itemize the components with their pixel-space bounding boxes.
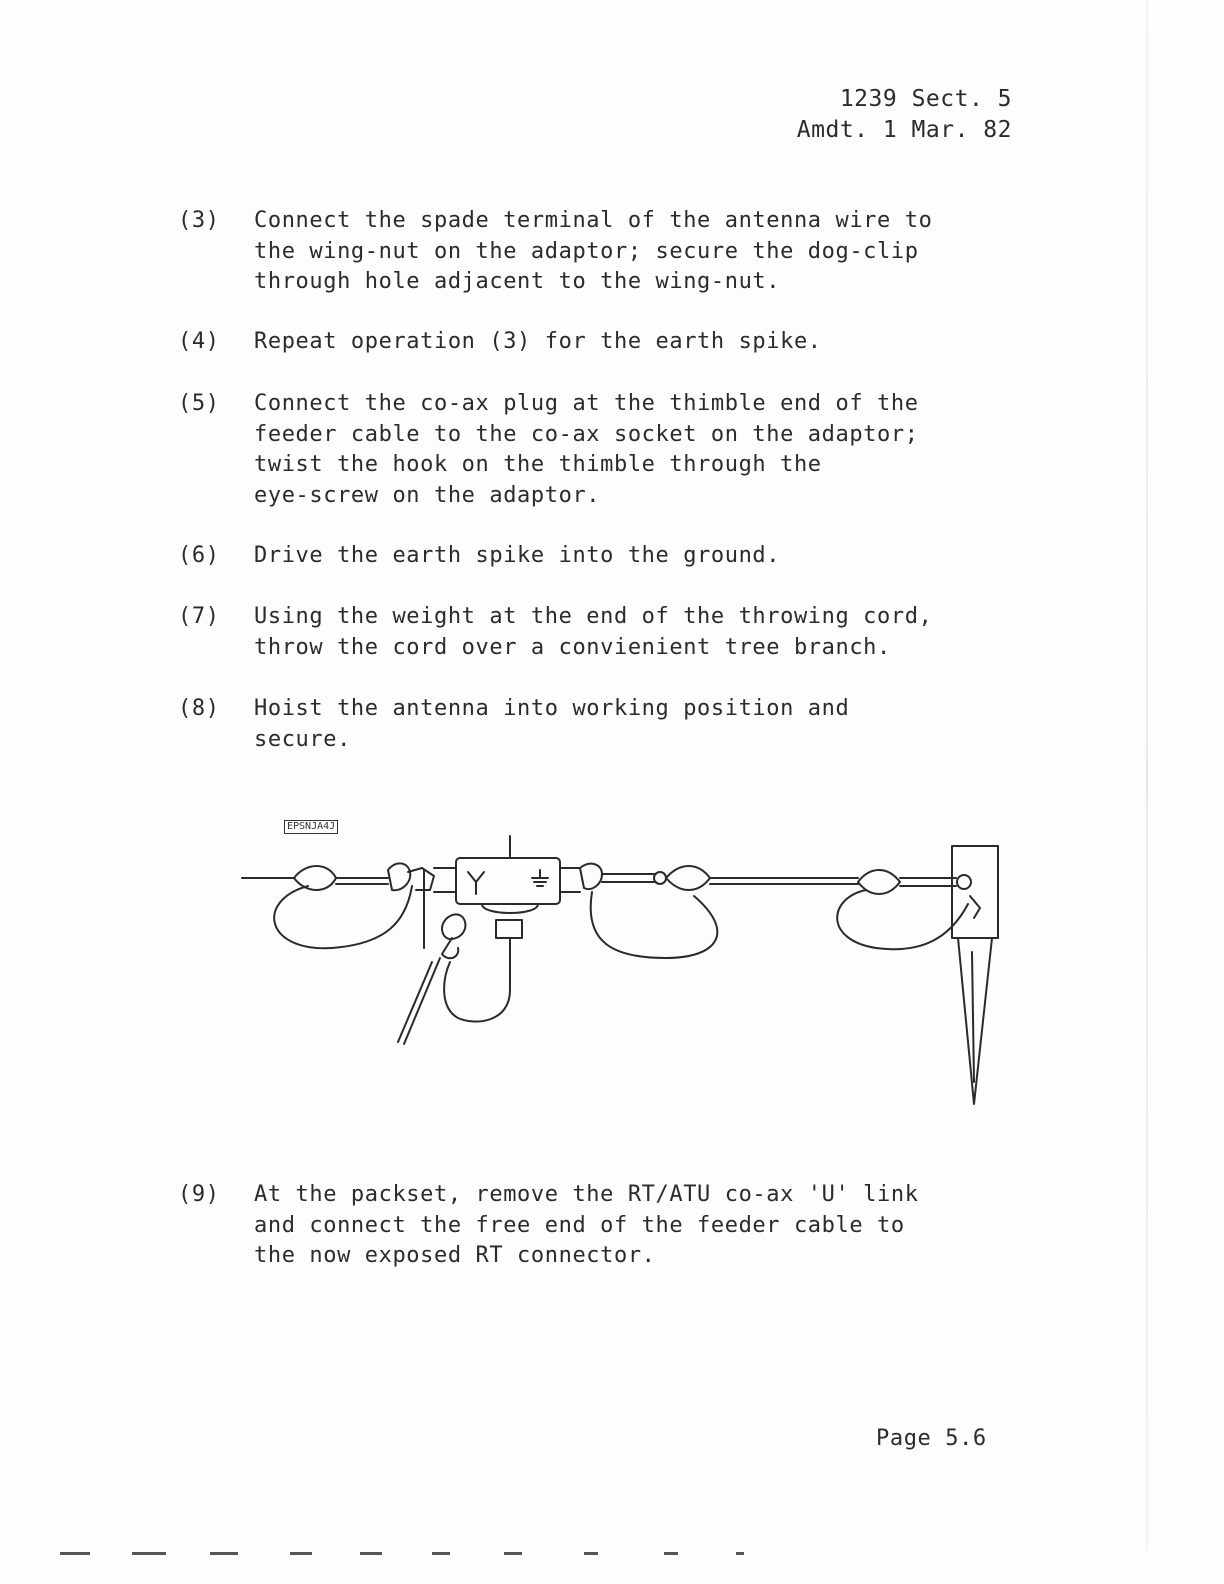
amendment-date: Amdt. 1 Mar. 82 <box>796 117 1012 143</box>
step-text: Connect the spade terminal of the antenna wire to the wing-nut on the adaptor; secure the dog-clip through hole adjacent to the wing-nut. <box>254 208 933 294</box>
antenna-diagram <box>236 812 1016 1112</box>
step-text: Repeat operation (3) for the earth spike. <box>254 329 822 354</box>
figure-tag: EPSNJA4J <box>284 820 338 834</box>
step-6 <box>178 541 1018 572</box>
coax-socket <box>482 904 538 913</box>
step-number: (7) <box>178 604 220 629</box>
step-number: (3) <box>178 208 220 233</box>
step-number: (4) <box>178 329 220 354</box>
right-wing-nut <box>580 864 602 889</box>
dog-clip <box>442 914 465 939</box>
step-8 <box>178 694 1018 755</box>
step-5 <box>178 389 1018 511</box>
step-number: (6) <box>178 543 220 568</box>
section-reference: 1239 Sect. 5 <box>839 86 1012 112</box>
earth-terminal-symbol <box>532 870 548 886</box>
document-header <box>797 84 1012 146</box>
step-4 <box>178 327 1018 358</box>
left-wire-loop <box>274 886 412 948</box>
step-3 <box>178 206 1018 298</box>
page-number: Page 5.6 <box>876 1426 987 1451</box>
step-text: Using the weight at the end of the throwing cord, throw the cord over a convienient tree branch. <box>254 604 933 660</box>
left-wing-nut <box>388 863 410 890</box>
counterpoise-wire <box>710 878 858 884</box>
step-number: (8) <box>178 696 220 721</box>
antenna-rigging-illustration <box>236 812 1016 1112</box>
step-9 <box>178 1180 1018 1272</box>
antenna-terminal-symbol <box>468 872 484 894</box>
step-number: (5) <box>178 391 220 416</box>
left-thimble <box>294 866 336 890</box>
earth-spike-head <box>952 846 998 938</box>
page-edge-shadow <box>1146 0 1148 1550</box>
scan-artifact-dashes <box>60 1552 760 1558</box>
throwing-cord <box>398 958 440 1044</box>
middle-wire-loop <box>591 892 718 958</box>
right-wire-loop <box>837 890 968 949</box>
step-text: Drive the earth spike into the ground. <box>254 543 781 568</box>
step-7 <box>178 602 1018 663</box>
middle-thimble <box>666 866 710 890</box>
step-number: (9) <box>178 1182 220 1207</box>
step-text: Hoist the antenna into working position and secure. <box>254 696 850 752</box>
feeder-cable <box>444 938 510 1022</box>
earth-spike <box>958 938 992 1104</box>
step-text: Connect the co-ax plug at the thimble end of the feeder cable to the co-ax socket on the adaptor; twist the hook on the thimble through the eye-screw on the adaptor. <box>254 391 919 508</box>
step-text: At the packset, remove the RT/ATU co-ax 'U' link and connect the free end of the feeder cable to the now exposed RT connector. <box>254 1182 919 1268</box>
